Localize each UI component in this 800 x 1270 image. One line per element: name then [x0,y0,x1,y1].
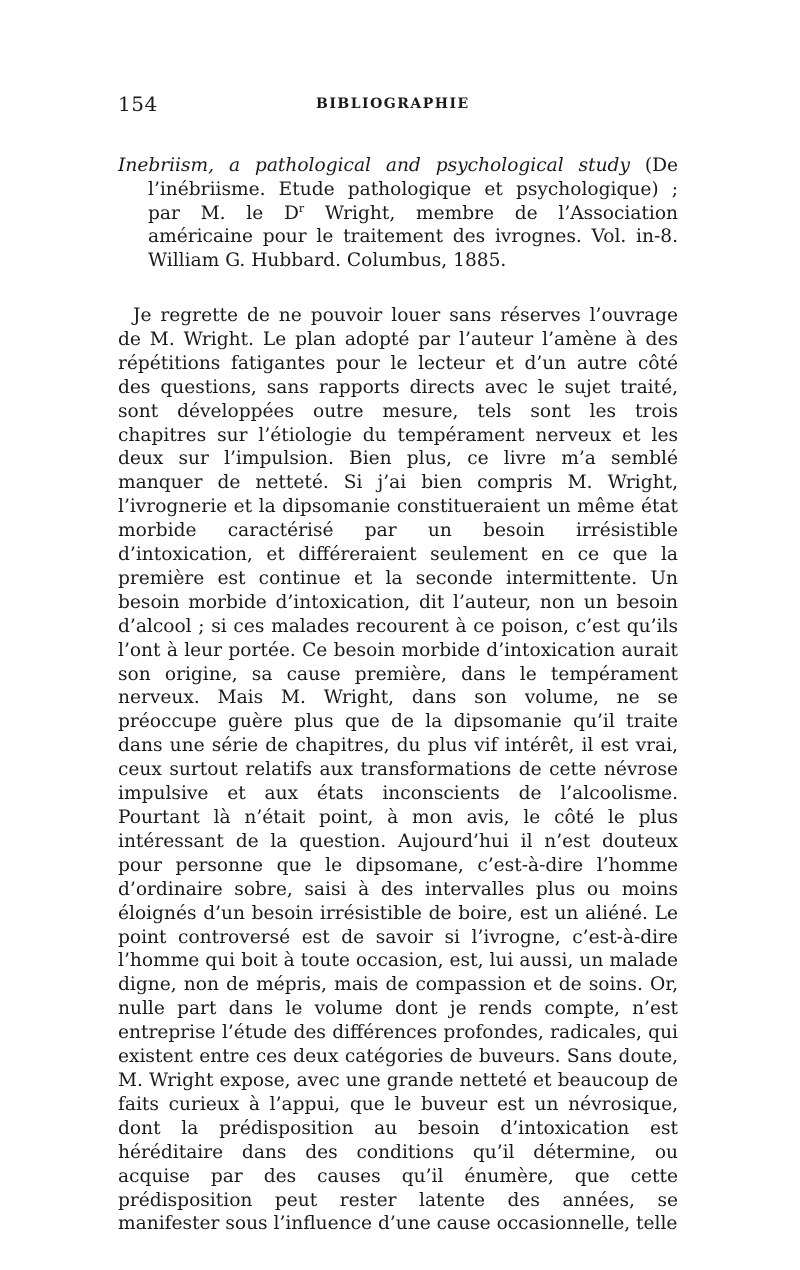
reference-details: (De l’inébriisme. Etude pathologique et psychologique) ; par M. le D [148,155,679,224]
bibliographic-reference [118,154,678,273]
running-title: BIBLIOGRAPHIE [316,96,470,112]
review-paragraph: Je regrette de ne pouvoir louer sans réserves l’ouvrage de M. Wright. Le plan adopté par l’auteur l’amène à des répétitions fatigantes pour le lecteur et d’un autre côté des questions, sans rapports directs avec le sujet traité, sont développées outre mesure, tels sont les trois chapitres sur l’étiologie du tempérament nerveux et les deux sur l’impulsion. Bien plus, ce livre m’a semblé manquer de netteté. Si j’ai bien compris M. Wright, l’ivrognerie et la dipsomanie constitueraient un même état morbide caractérisé par un besoin irrésistible d’intoxication, et différeraient seulement en ce que la première est continue et la seconde intermittente. Un besoin morbide d’intoxication, dit l’auteur, non un besoin d’alcool ; si ces malades recourent à ce poison, c’est qu’ils l’ont à leur portée. Ce besoin morbide d’intoxication aurait son origine, sa cause première, dans le tempérament nerveux. Mais M. Wright, dans son volume, ne se préoccupe guère plus que de la dipsomanie qu’il traite dans une série de chapitres, du plus vif intérêt, il est vrai, ceux surtout relatifs aux transformations de cette névrose impulsive et aux états inconscients de l’alcoolisme. Pourtant là n’était point, à mon avis, le côté le plus intéressant de la question. Aujourd’hui il n’est douteux pour personne que le dipsomane, c’est-à-dire l’homme d’ordinaire sobre, saisi à des intervalles plus ou moins éloignés d’un besoin irrésistible de boire, est un aliéné. Le point controversé est de savoir si l’ivrogne, c’est-à-dire l’homme qui boit à toute occasion, est, lui aussi, un malade digne, non de mépris, mais de compassion et de soins. Or, nulle part dans le volume dont je rends compte, n’est entreprise l’étude des différences profondes, radicales, qui existent entre ces deux catégories de buveurs. Sans doute, M. Wright expose, avec une grande netteté et beaucoup de faits curieux à l’appui, que le buveur est un névrosique, dont la prédisposition au besoin d’intoxication est héréditaire dans des conditions qu’il détermine, ou acquise par des causes qu’il énumère, que cette prédisposition peut rester latente des années, se manifester sous l’influence d’une cause occasionnelle, telle [118,304,678,1235]
reference-author-details: Wright, membre de l’Association américaine pour le traitement des ivrognes. Vol. in-8. William G. Hubbard. Columbus, 1885. [148,202,678,272]
running-head [118,92,678,124]
page-number: 154 [118,92,158,116]
book-page [118,92,678,1255]
reference-title: Inebriism, a pathological and psychological study [118,155,630,176]
doctor-superscript: r [298,201,305,215]
